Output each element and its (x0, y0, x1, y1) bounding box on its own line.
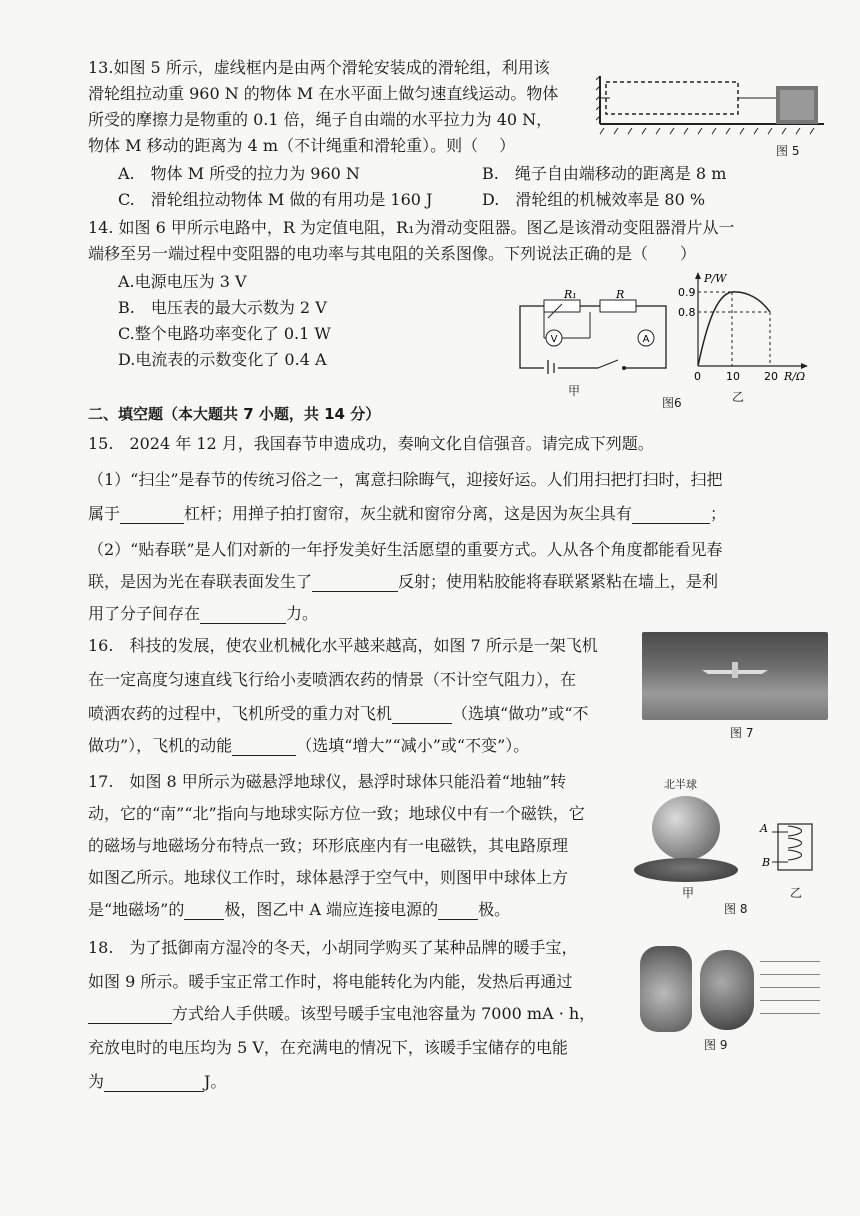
q17-line-5-part-a: 是“地磁场”的 (88, 900, 185, 919)
q13-line-1: 13.如图 5 所示，虚线框内是由两个滑轮安装成的滑轮组，利用该 (88, 58, 550, 77)
q18-line-1: 18. 为了抵御南方湿冷的冬天，小胡同学购买了某种品牌的暖手宝， (88, 938, 578, 957)
hand-warmer-photo-2 (700, 950, 754, 1030)
section-2-title: 二、填空题（本大题共 7 小题，共 14 分） (88, 405, 381, 423)
northern-hemisphere-label: 北半球 (664, 778, 697, 791)
graph-ytick-0.9: 0.9 (678, 286, 696, 299)
q17-line-5-part-c: 极。 (478, 900, 511, 919)
graph-xlabel: R/Ω (784, 370, 806, 383)
q16-line-3-part-b: （选填“做功”或“不 (452, 704, 589, 723)
voltmeter-label: V (550, 334, 558, 345)
pulley-figure (596, 68, 826, 136)
q18-line-3-part-b: 方式给人手供暖。该型号暖手宝电池容量为 7000 mA · h， (172, 1004, 596, 1023)
ammeter-label: A (642, 334, 650, 345)
q15-line-3-part-c: ； (710, 504, 727, 523)
q18-line-2: 如图 9 所示。暖手宝正常工作时，将电能转化为内能，发热后再通过 (88, 972, 573, 991)
q16-line-4 (88, 736, 529, 756)
circuit-caption: 甲 (568, 384, 581, 398)
q13-line-2: 滑轮组拉动重 960 N 的物体 M 在水平面上做匀速直线运动。物体 (88, 84, 559, 103)
q15-line-3 (88, 504, 726, 524)
q16-line-4-part-a: 做功”），飞机的动能 (88, 736, 233, 755)
graph-xtick-20: 20 (764, 370, 778, 383)
answer-blank-kinetic-energy[interactable] (232, 739, 296, 756)
globe-caption: 甲 (682, 886, 695, 900)
answer-blank-reflection[interactable] (312, 575, 398, 592)
q16-line-1: 16. 科技的发展，使农业机械化水平越来越高，如图 7 所示是一架飞机 (88, 636, 598, 655)
q15-line-1: 15. 2024 年 12 月，我国春节申遗成功，奏响文化自信强音。请完成下列题。 (88, 434, 654, 453)
product-spec-text-image (760, 954, 820, 1020)
q13-line-3: 所受的摩擦力是物重的 0.1 倍，绳子自由端的水平拉力为 40 N， (88, 110, 553, 129)
q16-line-3-part-a: 喷洒农药的过程中，飞机所受的重力对飞机 (88, 704, 393, 723)
answer-blank-gravity-work[interactable] (392, 707, 452, 724)
q15-line-2: （1）“扫尘”是春节的传统习俗之一，寓意扫除晦气，迎接好运。人们用扫把打扫时，扫把 (88, 470, 723, 489)
q14-option-d: D.电流表的示数变化了 0.4 A (118, 350, 327, 369)
q16-line-2: 在一定高度匀速直线飞行给小麦喷洒农药的情景（不计空气阻力），在 (88, 670, 577, 689)
q14-option-b: B. 电压表的最大示数为 2 V (118, 298, 327, 317)
q13-option-c: C. 滑轮组拉动物体 M 做的有用功是 160 J (118, 190, 433, 209)
power-curve (698, 292, 770, 366)
answer-blank-stored-energy[interactable] (104, 1075, 204, 1092)
q15-line-5-part-b: 反射；使用粘胶能将春联紧紧粘在墙上，是利 (398, 572, 719, 591)
graph-caption: 乙 (732, 390, 745, 404)
label-a: A (760, 822, 768, 835)
answer-blank-molecular-force[interactable] (200, 607, 286, 624)
answer-blank-lever-type[interactable] (120, 507, 184, 524)
q15-line-6-part-a: 用了分子间存在 (88, 604, 201, 623)
q13-option-d: D. 滑轮组的机械效率是 80 % (482, 190, 706, 209)
q14-option-a: A.电源电压为 3 V (118, 272, 247, 291)
power-resistance-graph (676, 268, 816, 384)
q15-line-3-part-b: 杠杆；用掸子拍打窗帘，灰尘就和窗帘分离，这是因为灰尘具有 (184, 504, 633, 523)
q15-line-4: （2）“贴春联”是人们对新的一年抒发美好生活愿望的重要方式。人从各个角度都能看见春 (88, 540, 723, 559)
airplane-spraying-photo (642, 632, 828, 720)
q15-line-6-part-b: 力。 (286, 604, 319, 623)
figure-7-caption: 图 7 (730, 726, 754, 740)
electromagnet-circuit (758, 816, 824, 880)
q16-line-3 (88, 704, 589, 724)
q13-option-a: A. 物体 M 所受的拉力为 960 N (118, 164, 360, 183)
q17-line-2: 动，它的“南”“北”指向与地球实际方位一致；地球仪中有一个磁铁，它 (88, 804, 585, 823)
q14-line-2: 端移至另一端过程中变阻器的电功率与其电阻的关系图像。下列说法正确的是（ ） (88, 244, 697, 263)
figure-6-caption: 图6 (662, 396, 682, 410)
q13-line-4: 物体 M 移动的距离为 4 m（不计绳重和滑轮重）。则（ ） (88, 136, 516, 155)
graph-ytick-0.8: 0.8 (678, 306, 696, 319)
q18-line-5-part-a: 为 (88, 1072, 105, 1091)
graph-xtick-10: 10 (726, 370, 740, 383)
q15-line-3-part-a: 属于 (88, 504, 121, 523)
q15-line-5 (88, 572, 718, 592)
globe-photo (652, 796, 720, 860)
answer-blank-power-pole[interactable] (438, 903, 478, 920)
electromagnet-caption: 乙 (790, 886, 803, 900)
label-b: B (762, 856, 771, 869)
q17-line-1: 17. 如图 8 甲所示为磁悬浮地球仪，悬浮时球体只能沿着“地轴”转 (88, 772, 567, 791)
q18-line-5-part-b: J。 (204, 1072, 227, 1091)
answer-blank-globe-pole[interactable] (184, 903, 224, 920)
q17-line-5-part-b: 极，图乙中 A 端应连接电源的 (224, 900, 439, 919)
answer-blank-heat-transfer[interactable] (88, 1007, 172, 1024)
r-label: R (616, 290, 625, 301)
q14-option-c: C.整个电路功率变化了 0.1 W (118, 324, 331, 343)
q17-line-4: 如图乙所示。地球仪工作时，球体悬浮于空气中，则图甲中球体上方 (88, 868, 569, 887)
q18-line-4: 充放电时的电压均为 5 V，在充满电的情况下，该暖手宝储存的电能 (88, 1038, 568, 1057)
globe-base-photo (634, 858, 738, 882)
q15-line-5-part-a: 联，是因为光在春联表面发生了 (88, 572, 313, 591)
q18-line-3 (88, 1004, 595, 1024)
figure-8-caption: 图 8 (724, 902, 748, 916)
q16-line-4-part-b: （选填“增大”“减小”或“不变”）。 (296, 736, 530, 755)
figure-5-caption: 图 5 (776, 144, 800, 158)
q17-line-3: 的磁场与地磁场分布特点一致；环形底座内有一电磁铁，其电路原理 (88, 836, 569, 855)
hand-warmer-photo-1 (640, 946, 692, 1032)
graph-ylabel: P/W (704, 272, 727, 285)
answer-blank-inertia[interactable] (632, 507, 710, 524)
airplane-icon (642, 632, 828, 720)
graph-xtick-0: 0 (694, 370, 701, 383)
q14-line-1: 14. 如图 6 甲所示电路中，R 为定值电阻，R₁为滑动变阻器。图乙是该滑动变阻器滑片从一 (88, 218, 735, 237)
q13-option-b: B. 绳子自由端移动的距离是 8 m (482, 164, 727, 183)
q17-line-5 (88, 900, 510, 920)
q18-line-5 (88, 1072, 226, 1092)
circuit-diagram (514, 290, 674, 374)
figure-9-caption: 图 9 (704, 1038, 728, 1052)
q15-line-6 (88, 604, 318, 624)
r1-label: R₁ (564, 290, 577, 301)
